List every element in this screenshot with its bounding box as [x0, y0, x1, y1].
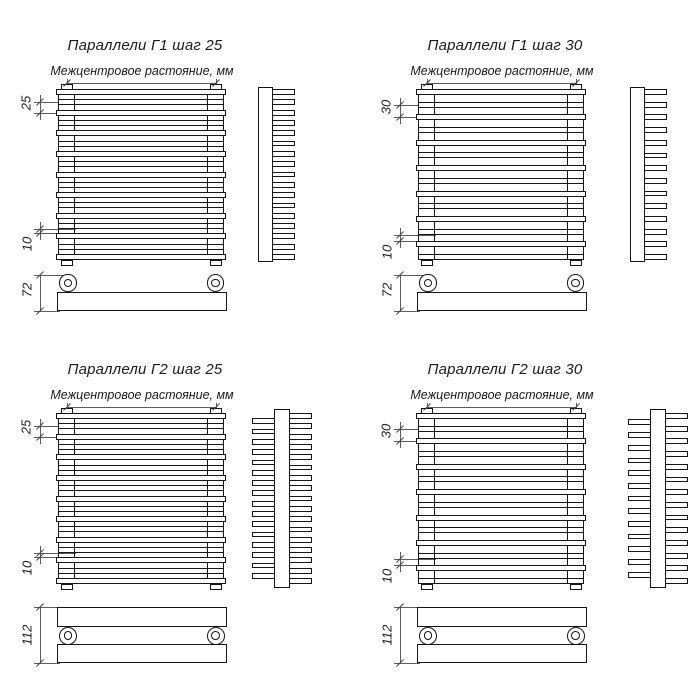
side-tooth-right	[271, 233, 295, 239]
rung-back	[418, 527, 584, 533]
side-tooth-right	[664, 540, 688, 546]
rung-back	[418, 578, 584, 584]
side-tooth-right	[288, 506, 312, 512]
rung-back	[58, 202, 224, 208]
panel-title: Параллели Г2 шаг 25	[67, 361, 223, 378]
rung-back	[418, 152, 584, 158]
side-tooth-right	[643, 229, 667, 235]
side-tooth-right	[288, 434, 312, 440]
rung-front	[56, 413, 226, 419]
side-tooth-right	[288, 454, 312, 460]
side-tooth-right	[288, 475, 312, 481]
side-tooth-right	[643, 89, 667, 95]
side-tooth-right	[643, 165, 667, 171]
side-tooth-left	[628, 559, 652, 565]
side-tooth-right	[643, 254, 667, 260]
rung-back	[418, 502, 584, 508]
rung-front	[56, 254, 226, 260]
rung-front	[56, 434, 226, 440]
side-tooth-right	[271, 223, 295, 229]
rung-front	[56, 557, 226, 563]
rung-front	[416, 489, 586, 495]
side-tooth-right	[271, 130, 295, 136]
dim-line	[67, 83, 216, 84]
rung-back	[58, 161, 224, 167]
side-tooth-left	[252, 480, 276, 486]
side-tooth-right	[288, 465, 312, 471]
side-tooth-right	[271, 141, 295, 147]
dim-line	[40, 275, 41, 312]
side-tooth-left	[252, 552, 276, 558]
side-collector	[274, 409, 290, 588]
side-tooth-right	[288, 557, 312, 563]
side-tooth-right	[271, 161, 295, 167]
pipe-circle-inner	[571, 631, 580, 640]
dim-label: 72	[19, 282, 35, 298]
side-tooth-right	[288, 547, 312, 553]
rung-front	[416, 540, 586, 546]
dim-label: 72	[379, 282, 395, 298]
side-tooth-right	[664, 489, 688, 495]
dim-label: 112	[379, 624, 395, 646]
rung-back	[58, 120, 224, 126]
side-tooth-left	[252, 542, 276, 548]
side-tooth-left	[252, 429, 276, 435]
side-tooth-right	[271, 203, 295, 209]
side-tooth-left	[628, 546, 652, 552]
side-tooth-right	[271, 89, 295, 95]
rung-back	[58, 506, 224, 512]
dim-label: 10	[379, 569, 395, 584]
side-tooth-left	[628, 483, 652, 489]
side-tooth-left	[252, 501, 276, 507]
dim-line	[427, 83, 576, 84]
rung-back	[58, 423, 224, 429]
pipe-circle-inner	[211, 279, 220, 288]
side-tooth-right	[643, 216, 667, 222]
panel-subtitle: Межцентровое растояние, мм	[50, 388, 234, 402]
side-tooth-right	[288, 496, 312, 502]
side-tooth-right	[664, 438, 688, 444]
dim-label: 30	[378, 99, 394, 115]
pipe-circle-inner	[211, 631, 220, 640]
pipe-circle-inner	[424, 631, 433, 640]
rung-front	[56, 172, 226, 178]
side-tooth-right	[664, 553, 688, 559]
side-tooth-left	[628, 419, 652, 425]
rung-front	[416, 565, 586, 571]
rung-front	[56, 233, 226, 239]
dim-label: 25	[18, 96, 34, 111]
dim-label: 112	[19, 624, 35, 646]
rung-front	[56, 130, 226, 136]
rung-front	[56, 89, 226, 95]
rung-front	[416, 89, 586, 95]
bottom-plate-bottom	[57, 644, 227, 663]
rung-front	[56, 213, 226, 219]
side-tooth-right	[664, 515, 688, 521]
rung-back	[58, 444, 224, 450]
rung-front	[416, 114, 586, 120]
rung-back	[418, 127, 584, 133]
rung-front	[56, 537, 226, 543]
rung-back	[58, 526, 224, 532]
rung-front	[416, 140, 586, 146]
dim-line	[40, 607, 41, 663]
rung-front	[416, 413, 586, 419]
side-tooth-left	[252, 490, 276, 496]
side-tooth-left	[628, 470, 652, 476]
rung-front	[56, 151, 226, 157]
rung-back	[58, 99, 224, 105]
rung-back	[418, 203, 584, 209]
panel-subtitle: Межцентровое растояние, мм	[50, 64, 234, 78]
rung-front	[56, 192, 226, 198]
side-tooth-left	[252, 573, 276, 579]
bottom-plate	[417, 292, 587, 311]
dim-line	[400, 607, 401, 663]
dim-label: 10	[19, 561, 35, 576]
side-tooth-right	[664, 464, 688, 470]
collector-tab-bottom	[570, 584, 582, 591]
panel-g1-step-25	[0, 0, 340, 340]
side-tooth-left	[252, 563, 276, 569]
collector-tab-bottom	[421, 260, 433, 267]
dim-label: 25	[18, 420, 34, 435]
panel-g1-step-30	[360, 0, 700, 340]
side-tooth-right	[288, 444, 312, 450]
side-tooth-right	[643, 102, 667, 108]
rung-front	[56, 578, 226, 584]
collector-tab-bottom	[210, 584, 222, 591]
side-tooth-left	[628, 445, 652, 451]
rung-back	[58, 182, 224, 188]
pipe-circle-inner	[64, 631, 73, 640]
side-tooth-right	[664, 413, 688, 419]
side-tooth-left	[628, 496, 652, 502]
bottom-plate-bottom	[417, 644, 587, 663]
panel-title: Параллели Г1 шаг 30	[427, 37, 583, 54]
collector-tab-bottom	[210, 260, 222, 267]
rung-back	[418, 178, 584, 184]
dim-line	[427, 407, 576, 408]
side-tooth-right	[271, 120, 295, 126]
side-tooth-right	[643, 241, 667, 247]
side-tooth-right	[643, 153, 667, 159]
side-tooth-right	[664, 578, 688, 584]
side-tooth-left	[628, 572, 652, 578]
side-tooth-left	[628, 458, 652, 464]
dim-line	[400, 275, 401, 312]
rung-back	[58, 223, 224, 229]
side-tooth-right	[664, 477, 688, 483]
collector-tab-bottom	[61, 260, 73, 267]
dim-line	[67, 407, 216, 408]
side-tooth-right	[271, 192, 295, 198]
side-tooth-right	[288, 485, 312, 491]
side-tooth-right	[271, 110, 295, 116]
side-tooth-left	[252, 439, 276, 445]
side-collector	[258, 87, 273, 262]
bottom-plate	[57, 292, 227, 311]
rung-front	[416, 165, 586, 171]
rung-back	[58, 485, 224, 491]
side-tooth-right	[643, 191, 667, 197]
side-tooth-right	[664, 527, 688, 533]
rung-front	[56, 475, 226, 481]
collector-tab-bottom	[61, 584, 73, 591]
side-tooth-right	[643, 114, 667, 120]
side-tooth-left	[628, 521, 652, 527]
side-collector	[650, 409, 666, 588]
rung-back	[418, 426, 584, 432]
side-tooth-left	[628, 534, 652, 540]
side-tooth-left	[252, 532, 276, 538]
pipe-circle-inner	[571, 279, 580, 288]
rung-front	[416, 464, 586, 470]
side-tooth-left	[252, 511, 276, 517]
dim-label: 10	[19, 237, 35, 252]
side-tooth-right	[271, 213, 295, 219]
bottom-plate-top	[57, 607, 227, 627]
rung-front	[416, 438, 586, 444]
side-tooth-right	[288, 568, 312, 574]
side-tooth-right	[271, 99, 295, 105]
rung-back	[418, 102, 584, 108]
panel-g2-step-25	[0, 324, 340, 664]
side-tooth-right	[643, 127, 667, 133]
side-tooth-right	[271, 244, 295, 250]
side-tooth-left	[628, 508, 652, 514]
side-tooth-left	[252, 449, 276, 455]
rung-front	[416, 515, 586, 521]
rung-back	[418, 229, 584, 235]
side-tooth-right	[664, 565, 688, 571]
panel-title: Параллели Г1 шаг 25	[67, 37, 223, 54]
panel-subtitle: Межцентровое растояние, мм	[410, 64, 594, 78]
side-tooth-left	[252, 470, 276, 476]
rung-back	[58, 141, 224, 147]
side-tooth-right	[643, 203, 667, 209]
side-tooth-right	[288, 413, 312, 419]
rung-front	[416, 241, 586, 247]
rung-front	[416, 191, 586, 197]
dim-label: 30	[378, 423, 394, 439]
rung-front	[416, 216, 586, 222]
rung-front	[56, 454, 226, 460]
side-collector	[630, 87, 645, 262]
side-tooth-left	[252, 521, 276, 527]
panel-title: Параллели Г2 шаг 30	[427, 361, 583, 378]
side-tooth-right	[271, 172, 295, 178]
side-tooth-right	[643, 140, 667, 146]
side-tooth-left	[628, 432, 652, 438]
side-tooth-left	[252, 460, 276, 466]
side-tooth-right	[288, 537, 312, 543]
side-tooth-right	[664, 502, 688, 508]
side-tooth-right	[664, 426, 688, 432]
panel-g2-step-30	[360, 324, 700, 664]
rung-front	[56, 110, 226, 116]
rung-front	[56, 496, 226, 502]
dim-label: 10	[379, 245, 395, 260]
side-tooth-right	[271, 254, 295, 260]
panel-subtitle: Межцентровое растояние, мм	[410, 388, 594, 402]
rung-back	[58, 465, 224, 471]
rung-back	[418, 451, 584, 457]
side-tooth-right	[288, 423, 312, 429]
bottom-plate-top	[417, 607, 587, 627]
rung-back	[418, 553, 584, 559]
side-tooth-left	[252, 418, 276, 424]
rung-back	[58, 244, 224, 250]
side-tooth-right	[288, 578, 312, 584]
rung-front	[56, 516, 226, 522]
rung-back	[418, 254, 584, 260]
side-tooth-right	[288, 516, 312, 522]
collector-tab-bottom	[421, 584, 433, 591]
side-tooth-right	[288, 527, 312, 533]
side-tooth-right	[664, 451, 688, 457]
rung-back	[58, 547, 224, 553]
rung-back	[418, 476, 584, 482]
side-tooth-right	[271, 151, 295, 157]
collector-tab-bottom	[570, 260, 582, 267]
side-tooth-right	[271, 182, 295, 188]
rung-back	[58, 568, 224, 574]
side-tooth-right	[643, 178, 667, 184]
